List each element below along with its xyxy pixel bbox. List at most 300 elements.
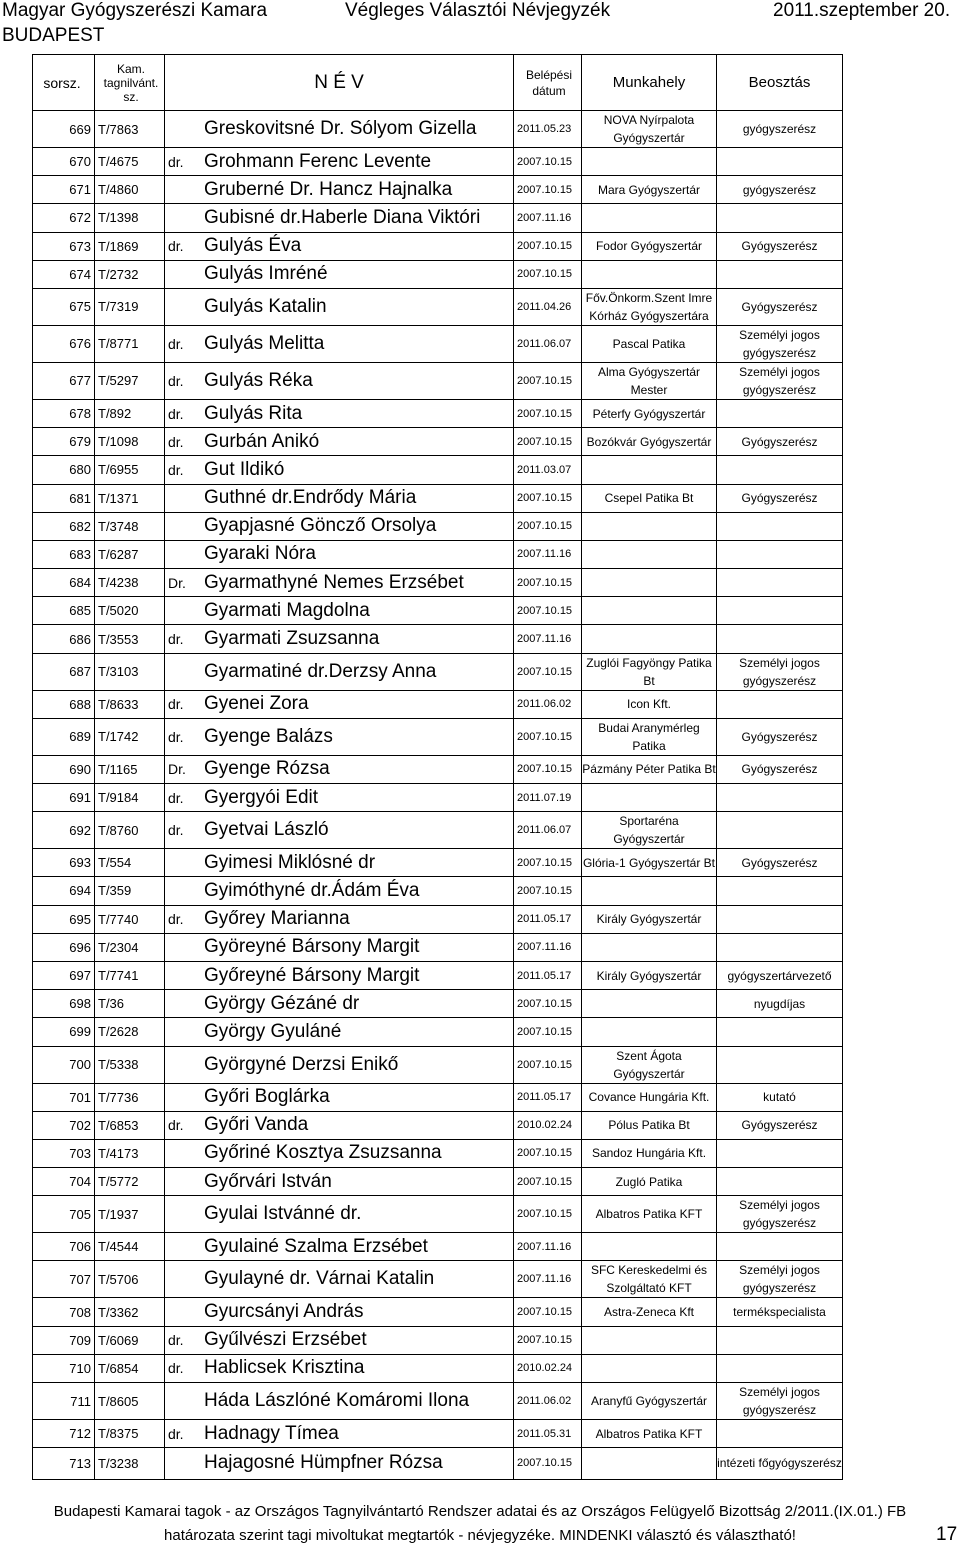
position <box>717 1420 843 1448</box>
city-name: BUDAPEST <box>2 25 105 46</box>
membership-id: T/2628 <box>95 1018 165 1046</box>
entry-date: 2011.06.07 <box>514 325 582 362</box>
row-number: 688 <box>33 690 95 718</box>
row-number: 689 <box>33 718 95 755</box>
workplace: Csepel Patika Bt <box>582 484 717 512</box>
workplace <box>582 1354 717 1382</box>
page-footer <box>0 1500 960 1548</box>
table-row <box>33 1326 843 1354</box>
position <box>717 877 843 905</box>
entry-date: 2010.02.24 <box>514 1111 582 1139</box>
member-name: Gyulainé Szalma Erzsébet <box>201 1233 514 1261</box>
workplace <box>582 1018 717 1046</box>
row-number: 691 <box>33 784 95 812</box>
name-prefix <box>165 1196 202 1233</box>
member-name: Gulyás Rita <box>201 399 514 427</box>
workplace: Péterfy Gyógyszertár <box>582 399 717 427</box>
membership-id: T/1398 <box>95 204 165 232</box>
position: Személyi jogos gyógyszerész <box>717 1196 843 1233</box>
membership-id: T/6287 <box>95 540 165 568</box>
entry-date: 2007.10.15 <box>514 1298 582 1326</box>
table-row <box>33 456 843 484</box>
table-row <box>33 1111 843 1139</box>
membership-id: T/2732 <box>95 260 165 288</box>
position <box>717 260 843 288</box>
table-row <box>33 540 843 568</box>
table-row <box>33 784 843 812</box>
position <box>717 456 843 484</box>
entry-date: 2007.10.15 <box>514 718 582 755</box>
position <box>717 399 843 427</box>
membership-id: T/5338 <box>95 1046 165 1083</box>
row-number: 675 <box>33 288 95 325</box>
row-number: 673 <box>33 232 95 260</box>
member-name: Györgyné Derzsi Enikő <box>201 1046 514 1083</box>
entry-date: 2007.10.15 <box>514 990 582 1018</box>
name-prefix <box>165 1298 202 1326</box>
member-name: Győriné Kosztya Zsuzsanna <box>201 1139 514 1167</box>
member-name: Gyimóthyné dr.Ádám Éva <box>201 877 514 905</box>
membership-id: T/6069 <box>95 1326 165 1354</box>
name-prefix: dr. <box>165 1111 202 1139</box>
member-name: Greskovitsné Dr. Sólyom Gizella <box>201 111 514 148</box>
member-name: Gurbán Anikó <box>201 428 514 456</box>
table-body <box>33 111 843 1480</box>
workplace <box>582 597 717 625</box>
membership-id: T/6853 <box>95 1111 165 1139</box>
member-name: Gulyás Éva <box>201 232 514 260</box>
workplace: Király Gyógyszertár <box>582 905 717 933</box>
page-header <box>0 0 960 52</box>
workplace: Sportaréna Gyógyszertár <box>582 812 717 849</box>
entry-date: 2011.06.07 <box>514 812 582 849</box>
position: Gyógyszerész <box>717 288 843 325</box>
workplace: Albatros Patika KFT <box>582 1420 717 1448</box>
entry-date: 2007.10.15 <box>514 1139 582 1167</box>
member-name: Gyulayné dr. Várnai Katalin <box>201 1261 514 1298</box>
name-prefix: dr. <box>165 148 202 176</box>
table-row <box>33 718 843 755</box>
name-prefix: dr. <box>165 905 202 933</box>
name-prefix <box>165 1261 202 1298</box>
membership-id: T/1098 <box>95 428 165 456</box>
row-number: 704 <box>33 1168 95 1196</box>
row-number: 696 <box>33 933 95 961</box>
name-prefix: dr. <box>165 1420 202 1448</box>
member-name: Hadnagy Tímea <box>201 1420 514 1448</box>
name-prefix <box>165 260 202 288</box>
member-name: Gyenge Balázs <box>201 718 514 755</box>
membership-id: T/1165 <box>95 755 165 783</box>
table-row <box>33 849 843 877</box>
member-name: Gyergyói Edit <box>201 784 514 812</box>
member-name: Gruberné Dr. Hancz Hajnalka <box>201 176 514 204</box>
table-row <box>33 1233 843 1261</box>
footer-line-2: határozata szerint tagi mivoltukat megtartók - névjegyzéke. MINDENKI választó és választható! <box>164 1527 796 1544</box>
table-row <box>33 1298 843 1326</box>
member-name: Hajagosné Hümpfner Rózsa <box>201 1448 514 1479</box>
workplace <box>582 990 717 1018</box>
position: Gyógyszerész <box>717 849 843 877</box>
workplace: Covance Hungária Kft. <box>582 1083 717 1111</box>
workplace <box>582 1448 717 1479</box>
position <box>717 597 843 625</box>
table-row <box>33 111 843 148</box>
row-number: 677 <box>33 362 95 399</box>
position: Gyógyszerész <box>717 232 843 260</box>
name-prefix <box>165 990 202 1018</box>
name-prefix <box>165 176 202 204</box>
member-name: Gyenei Zora <box>201 690 514 718</box>
row-number: 669 <box>33 111 95 148</box>
position: Gyógyszerész <box>717 755 843 783</box>
entry-date: 2007.10.15 <box>514 653 582 690</box>
entry-date: 2007.11.16 <box>514 1261 582 1298</box>
workplace: Sandoz Hungária Kft. <box>582 1139 717 1167</box>
row-number: 712 <box>33 1420 95 1448</box>
row-number: 674 <box>33 260 95 288</box>
name-prefix <box>165 653 202 690</box>
table-row <box>33 597 843 625</box>
position <box>717 569 843 597</box>
entry-date: 2007.10.15 <box>514 569 582 597</box>
table-row <box>33 399 843 427</box>
entry-date: 2007.10.15 <box>514 1018 582 1046</box>
position <box>717 1326 843 1354</box>
membership-id: T/8605 <box>95 1383 165 1420</box>
row-number: 682 <box>33 512 95 540</box>
entry-date: 2007.10.15 <box>514 877 582 905</box>
document-date: 2011.szeptember 20. <box>773 0 951 21</box>
workplace: NOVA Nyírpalota Gyógyszertár <box>582 111 717 148</box>
entry-date: 2007.11.16 <box>514 933 582 961</box>
member-name: Gyarmathyné Nemes Erzsébet <box>201 569 514 597</box>
workplace <box>582 260 717 288</box>
workplace <box>582 204 717 232</box>
name-prefix <box>165 484 202 512</box>
member-name: Gyulai Istvánné dr. <box>201 1196 514 1233</box>
position: gyógyszerész <box>717 111 843 148</box>
workplace: Zuglói Fagyöngy Patika Bt <box>582 653 717 690</box>
member-name: Guthné dr.Endrődy Mária <box>201 484 514 512</box>
entry-date: 2007.10.15 <box>514 1448 582 1479</box>
row-number: 678 <box>33 399 95 427</box>
name-prefix <box>165 540 202 568</box>
position <box>717 204 843 232</box>
position: Gyógyszerész <box>717 428 843 456</box>
workplace <box>582 148 717 176</box>
workplace <box>582 569 717 597</box>
entry-date: 2007.11.16 <box>514 625 582 653</box>
member-name: Gyurcsányi András <box>201 1298 514 1326</box>
name-prefix <box>165 1046 202 1083</box>
membership-id: T/5772 <box>95 1168 165 1196</box>
membership-id: T/4238 <box>95 569 165 597</box>
name-prefix: dr. <box>165 718 202 755</box>
table-row <box>33 325 843 362</box>
row-number: 676 <box>33 325 95 362</box>
member-name: György Gézáné dr <box>201 990 514 1018</box>
voter-register-table <box>32 54 843 1480</box>
member-name: Gyimesi Miklósné dr <box>201 849 514 877</box>
workplace: Icon Kft. <box>582 690 717 718</box>
row-number: 707 <box>33 1261 95 1298</box>
membership-id: T/4173 <box>95 1139 165 1167</box>
table-header-row <box>33 55 843 111</box>
workplace: Szent Ágota Gyógyszertár <box>582 1046 717 1083</box>
membership-id: T/5020 <box>95 597 165 625</box>
table-row <box>33 990 843 1018</box>
col-header-date: Belépési dátum <box>514 55 582 111</box>
row-number: 708 <box>33 1298 95 1326</box>
row-number: 703 <box>33 1139 95 1167</box>
row-number: 709 <box>33 1326 95 1354</box>
row-number: 683 <box>33 540 95 568</box>
row-number: 694 <box>33 877 95 905</box>
col-header-kam: Kam. tagnilvánt. sz. <box>95 55 165 111</box>
table-row <box>33 362 843 399</box>
table-row <box>33 905 843 933</box>
member-name: Győri Vanda <box>201 1111 514 1139</box>
membership-id: T/3553 <box>95 625 165 653</box>
membership-id: T/5297 <box>95 362 165 399</box>
row-number: 680 <box>33 456 95 484</box>
member-name: Gyarmati Zsuzsanna <box>201 625 514 653</box>
position <box>717 1018 843 1046</box>
member-name: Gyaraki Nóra <box>201 540 514 568</box>
name-prefix <box>165 1083 202 1111</box>
membership-id: T/2304 <box>95 933 165 961</box>
entry-date: 2007.10.15 <box>514 512 582 540</box>
membership-id: T/8760 <box>95 812 165 849</box>
entry-date: 2011.05.17 <box>514 905 582 933</box>
table-row <box>33 812 843 849</box>
member-name: Gyenge Rózsa <box>201 755 514 783</box>
entry-date: 2011.06.02 <box>514 690 582 718</box>
table-row <box>33 428 843 456</box>
entry-date: 2011.07.19 <box>514 784 582 812</box>
name-prefix <box>165 877 202 905</box>
membership-id: T/6955 <box>95 456 165 484</box>
membership-id: T/5706 <box>95 1261 165 1298</box>
name-prefix <box>165 1018 202 1046</box>
position: Személyi jogos gyógyszerész <box>717 1261 843 1298</box>
row-number: 693 <box>33 849 95 877</box>
position: nyugdíjas <box>717 990 843 1018</box>
name-prefix: dr. <box>165 625 202 653</box>
position: Személyi jogos gyógyszerész <box>717 325 843 362</box>
position: Gyógyszerész <box>717 484 843 512</box>
workplace: Mara Gyógyszertár <box>582 176 717 204</box>
table-row <box>33 1046 843 1083</box>
row-number: 710 <box>33 1354 95 1382</box>
entry-date: 2011.05.31 <box>514 1420 582 1448</box>
workplace <box>582 625 717 653</box>
name-prefix <box>165 1448 202 1479</box>
table-row <box>33 933 843 961</box>
col-header-work: Munkahely <box>582 55 717 111</box>
name-prefix: dr. <box>165 399 202 427</box>
entry-date: 2007.10.15 <box>514 428 582 456</box>
name-prefix: dr. <box>165 428 202 456</box>
table-row <box>33 176 843 204</box>
position: Gyógyszerész <box>717 718 843 755</box>
row-number: 699 <box>33 1018 95 1046</box>
name-prefix: Dr. <box>165 755 202 783</box>
membership-id: T/6854 <box>95 1354 165 1382</box>
membership-id: T/554 <box>95 849 165 877</box>
name-prefix <box>165 1233 202 1261</box>
membership-id: T/7319 <box>95 288 165 325</box>
table-row <box>33 1354 843 1382</box>
workplace: Bozókvár Gyógyszertár <box>582 428 717 456</box>
member-name: Gyarmatiné dr.Derzsy Anna <box>201 653 514 690</box>
member-name: Gulyás Réka <box>201 362 514 399</box>
table-row <box>33 1420 843 1448</box>
membership-id: T/3362 <box>95 1298 165 1326</box>
table-row <box>33 204 843 232</box>
row-number: 684 <box>33 569 95 597</box>
membership-id: T/8633 <box>95 690 165 718</box>
position: gyógyszerész <box>717 176 843 204</box>
name-prefix: dr. <box>165 1326 202 1354</box>
entry-date: 2011.05.17 <box>514 1083 582 1111</box>
table-row <box>33 961 843 989</box>
workplace: Pázmány Péter Patika Bt <box>582 755 717 783</box>
position <box>717 812 843 849</box>
row-number: 711 <box>33 1383 95 1420</box>
member-name: Győri Boglárka <box>201 1083 514 1111</box>
table-row <box>33 755 843 783</box>
row-number: 672 <box>33 204 95 232</box>
position: intézeti főgyógyszerész <box>717 1448 843 1479</box>
member-name: Hablicsek Krisztina <box>201 1354 514 1382</box>
position: Személyi jogos gyógyszerész <box>717 653 843 690</box>
name-prefix <box>165 204 202 232</box>
entry-date: 2007.11.16 <box>514 204 582 232</box>
membership-id: T/3748 <box>95 512 165 540</box>
table-row <box>33 1448 843 1479</box>
position <box>717 512 843 540</box>
member-name: Gyapjasné Göncző Orsolya <box>201 512 514 540</box>
entry-date: 2007.11.16 <box>514 540 582 568</box>
workplace <box>582 540 717 568</box>
member-name: Gut Ildikó <box>201 456 514 484</box>
membership-id: T/7741 <box>95 961 165 989</box>
table-row <box>33 1261 843 1298</box>
membership-id: T/36 <box>95 990 165 1018</box>
name-prefix: dr. <box>165 362 202 399</box>
name-prefix: dr. <box>165 232 202 260</box>
table-row <box>33 569 843 597</box>
entry-date: 2007.10.15 <box>514 399 582 427</box>
membership-id: T/9184 <box>95 784 165 812</box>
name-prefix <box>165 933 202 961</box>
entry-date: 2007.11.16 <box>514 1233 582 1261</box>
entry-date: 2010.02.24 <box>514 1354 582 1382</box>
workplace: Astra-Zeneca Kft <box>582 1298 717 1326</box>
table-row <box>33 260 843 288</box>
table-row <box>33 1139 843 1167</box>
membership-id: T/1742 <box>95 718 165 755</box>
table-row <box>33 653 843 690</box>
name-prefix: dr. <box>165 325 202 362</box>
position: termékspecialista <box>717 1298 843 1326</box>
membership-id: T/8375 <box>95 1420 165 1448</box>
name-prefix <box>165 849 202 877</box>
entry-date: 2007.10.15 <box>514 260 582 288</box>
membership-id: T/1869 <box>95 232 165 260</box>
member-name: Grohmann Ferenc Levente <box>201 148 514 176</box>
table-row <box>33 1383 843 1420</box>
workplace <box>582 1233 717 1261</box>
workplace <box>582 1326 717 1354</box>
row-number: 690 <box>33 755 95 783</box>
name-prefix: Dr. <box>165 569 202 597</box>
row-number: 685 <box>33 597 95 625</box>
position <box>717 148 843 176</box>
row-number: 692 <box>33 812 95 849</box>
row-number: 687 <box>33 653 95 690</box>
workplace: SFC Kereskedelmi és Szolgáltató KFT <box>582 1261 717 1298</box>
entry-date: 2007.10.15 <box>514 1196 582 1233</box>
entry-date: 2007.10.15 <box>514 148 582 176</box>
member-name: Győreyné Bársony Margit <box>201 961 514 989</box>
membership-id: T/4860 <box>95 176 165 204</box>
document-title: Végleges Választói Névjegyzék <box>345 0 611 21</box>
entry-date: 2007.10.15 <box>514 362 582 399</box>
workplace: Fodor Gyógyszertár <box>582 232 717 260</box>
table-row <box>33 288 843 325</box>
row-number: 702 <box>33 1111 95 1139</box>
name-prefix <box>165 288 202 325</box>
membership-id: T/8771 <box>95 325 165 362</box>
entry-date: 2011.05.23 <box>514 111 582 148</box>
workplace: Aranyfű Gyógyszertár <box>582 1383 717 1420</box>
position: Gyógyszerész <box>717 1111 843 1139</box>
position <box>717 933 843 961</box>
row-number: 700 <box>33 1046 95 1083</box>
table-row <box>33 625 843 653</box>
entry-date: 2007.10.15 <box>514 232 582 260</box>
row-number: 670 <box>33 148 95 176</box>
membership-id: T/7736 <box>95 1083 165 1111</box>
name-prefix <box>165 1168 202 1196</box>
table-row <box>33 877 843 905</box>
row-number: 679 <box>33 428 95 456</box>
name-prefix <box>165 961 202 989</box>
row-number: 705 <box>33 1196 95 1233</box>
entry-date: 2007.10.15 <box>514 1046 582 1083</box>
name-prefix: dr. <box>165 812 202 849</box>
membership-id: T/4544 <box>95 1233 165 1261</box>
workplace <box>582 784 717 812</box>
member-name: Gyarmati Magdolna <box>201 597 514 625</box>
member-name: Győrey Marianna <box>201 905 514 933</box>
name-prefix <box>165 1139 202 1167</box>
member-name: Gulyás Katalin <box>201 288 514 325</box>
entry-date: 2007.10.15 <box>514 484 582 512</box>
member-name: Gubisné dr.Haberle Diana Viktóri <box>201 204 514 232</box>
workplace <box>582 512 717 540</box>
position <box>717 905 843 933</box>
name-prefix: dr. <box>165 784 202 812</box>
member-name: Gyetvai László <box>201 812 514 849</box>
entry-date: 2011.03.07 <box>514 456 582 484</box>
position <box>717 1354 843 1382</box>
membership-id: T/892 <box>95 399 165 427</box>
membership-id: T/3103 <box>95 653 165 690</box>
